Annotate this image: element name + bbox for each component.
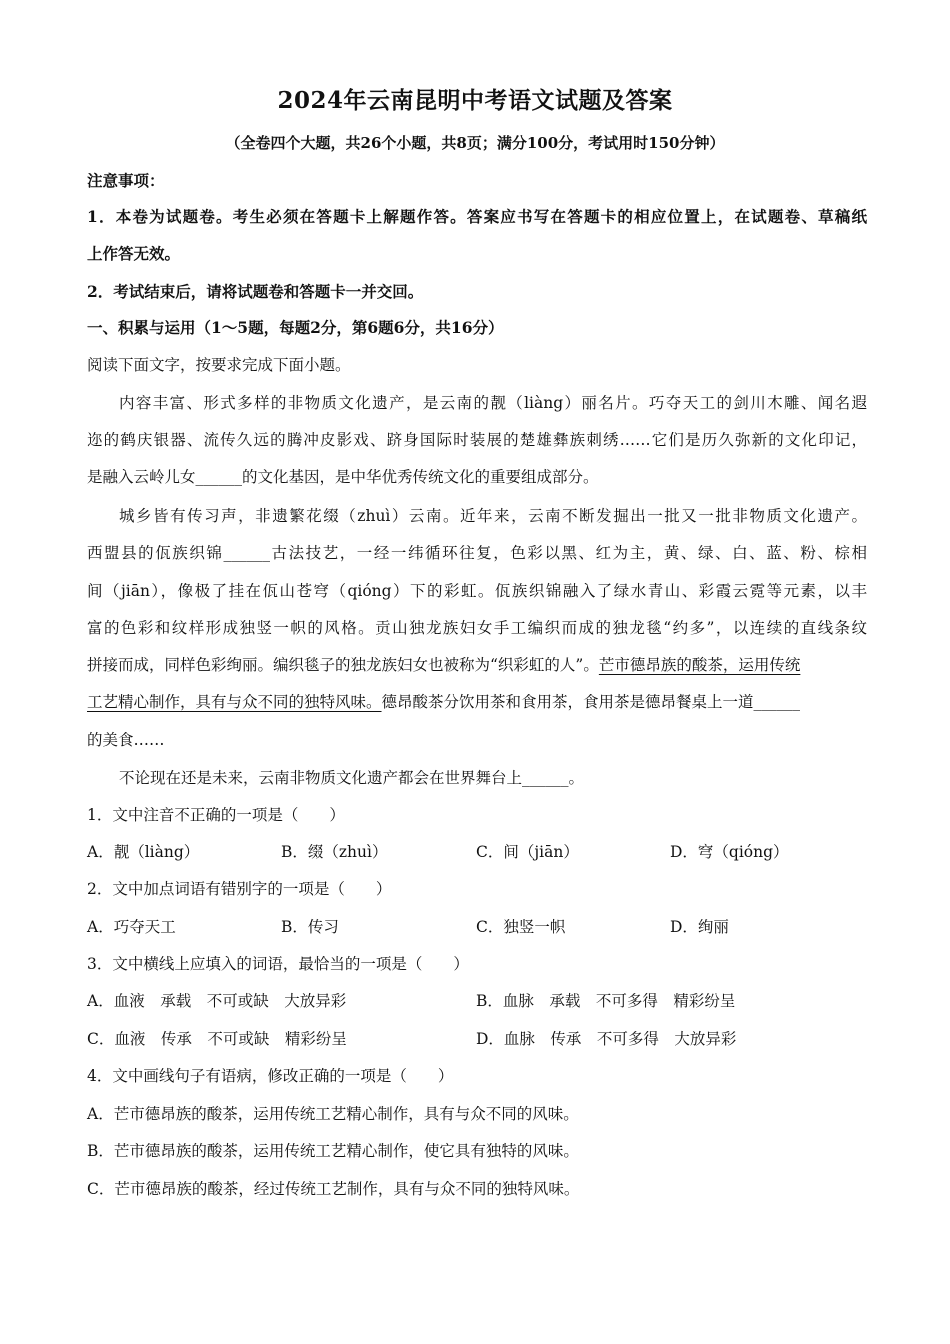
notice-heading: 注意事项： xyxy=(87,171,165,190)
question-2-option-c: C．独竖一帜 xyxy=(476,918,566,936)
question-4-stem: 4．文中画线句子有语病，修改正确的一项是（ ） xyxy=(87,1067,454,1085)
passage-p2-line-5 xyxy=(87,654,867,676)
passage-p3: 不论现在还是未来，云南非物质文化遗产都会在世界舞台上______。 xyxy=(119,769,585,787)
question-1-option-b: B．缀（zhuì） xyxy=(281,843,388,861)
page-title: 2024年云南昆明中考语文试题及答案 xyxy=(277,87,673,114)
question-4-option-a: A．芒市德昂族的酸茶，运用传统工艺精心制作，具有与众不同的风味。 xyxy=(87,1105,579,1123)
question-2-stem: 2．文中加点词语有错别字的一项是（ ） xyxy=(87,880,392,898)
question-2-option-a: A．巧夺天工 xyxy=(87,918,176,936)
question-1-option-d: D．穹（qióng） xyxy=(670,843,789,861)
passage-p2-line-7: 的美食…… xyxy=(87,731,165,749)
section-1-heading: 一、积累与运用（1～5题，每题2分，第6题6分，共16分） xyxy=(87,318,504,337)
underlined-sentence-part-2: 工艺精心制作，具有与众不同的独特风味。 xyxy=(87,693,382,711)
question-3-option-c: C．血液 传承 不可或缺 精彩纷呈 xyxy=(87,1030,347,1048)
question-2-option-b: B．传习 xyxy=(281,918,339,936)
question-4-option-b: B．芒市德昂族的酸茶，运用传统工艺精心制作，使它具有独特的风味。 xyxy=(87,1142,579,1160)
page-subtitle: （全卷四个大题，共26个小题，共8页；满分100分，考试用时150分钟） xyxy=(225,134,725,152)
question-4-option-c: C．芒市德昂族的酸茶，经过传统工艺制作，具有与众不同的独特风味。 xyxy=(87,1180,580,1198)
question-3-option-a: A．血液 承载 不可或缺 大放异彩 xyxy=(87,992,347,1010)
passage-p1-line-2: 迩的鹤庆银器、流传久远的腾冲皮影戏、跻身国际时装展的楚雄彝族刺绣……它们是历久弥新的文化印记， xyxy=(87,431,867,449)
passage-p2-line-5-text: 拼接而成，同样色彩绚丽。编织毯子的独龙族妇女也被称为“织彩虹的人”。 xyxy=(87,656,599,674)
question-3-option-b: B．血脉 承载 不可多得 精彩纷呈 xyxy=(476,992,736,1010)
section-1-instruction: 阅读下面文字，按要求完成下面小题。 xyxy=(87,356,351,374)
notice-item-2: 2．考试结束后，请将试题卷和答题卡一并交回。 xyxy=(87,282,424,301)
passage-p2-line-2: 西盟县的佤族织锦______古法技艺，一经一纬循环往复，色彩以黑、红为主，黄、绿、白、蓝、粉、棕相 xyxy=(87,544,867,562)
passage-p1-line-3: 是融入云岭儿女______的文化基因，是中华优秀传统文化的重要组成部分。 xyxy=(87,468,599,486)
underlined-sentence-part-1: 芒市德昂族的酸茶，运用传统 xyxy=(598,656,801,674)
passage-p2-line-6-text: 德昂酸茶分饮用茶和食用茶，食用茶是德昂餐桌上一道______ xyxy=(381,693,801,711)
notice-item-1-line-2: 上作答无效。 xyxy=(87,244,181,263)
passage-p2-line-1: 城乡皆有传习声，非遗繁花缀（zhuì）云南。近年来，云南不断发掘出一批又一批非物质文化遗产。 xyxy=(119,507,867,525)
question-3-option-d: D．血脉 传承 不可多得 大放异彩 xyxy=(476,1030,737,1048)
question-1-option-c: C．间（jiān） xyxy=(476,843,579,861)
question-2-option-d: D．绚丽 xyxy=(670,918,729,936)
passage-p2-line-6 xyxy=(87,691,867,713)
passage-p2-line-3: 间（jiān），像极了挂在佤山苍穹（qióng）下的彩虹。佤族织锦融入了绿水青山、彩霞云霓等元素，以丰 xyxy=(87,582,867,600)
passage-p1-line-1: 内容丰富、形式多样的非物质文化遗产，是云南的靓（liàng）丽名片。巧夺天工的剑川木雕、闻名遐 xyxy=(119,394,867,412)
question-1-option-a: A．靓（liàng） xyxy=(87,843,200,861)
question-1-stem: 1．文中注音不正确的一项是（ ） xyxy=(87,806,345,824)
notice-item-1-line-1: 1．本卷为试题卷。考生必须在答题卡上解题作答。答案应书写在答题卡的相应位置上，在试题卷、草稿纸 xyxy=(87,207,867,226)
question-3-stem: 3．文中横线上应填入的词语，最恰当的一项是（ ） xyxy=(87,955,469,973)
passage-p2-line-4: 富的色彩和纹样形成独竖一帜的风格。贡山独龙族妇女手工编织而成的独龙毯“约多”，以连续的直线条纹 xyxy=(87,619,867,637)
